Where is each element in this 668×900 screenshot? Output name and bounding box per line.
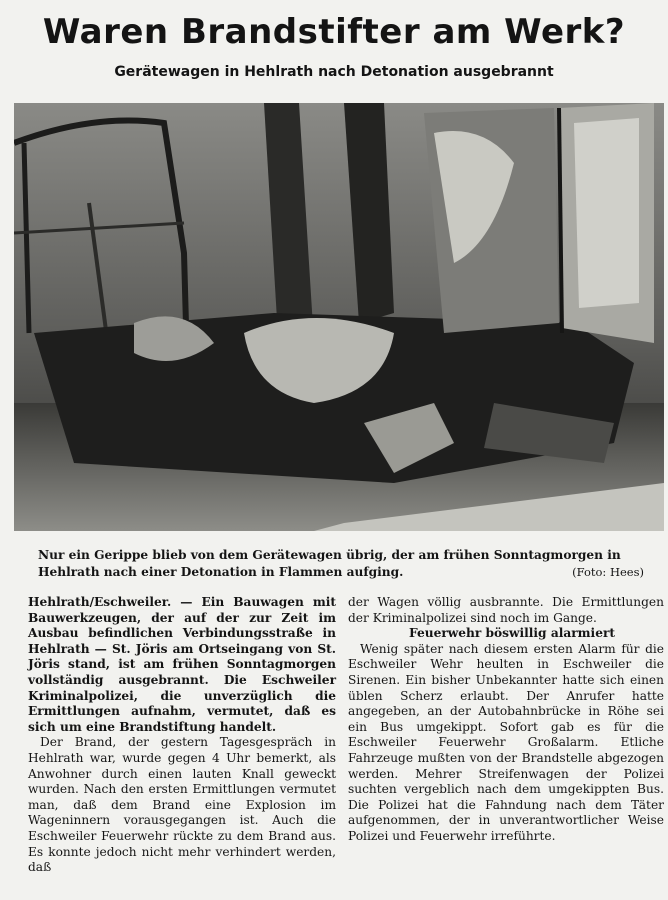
photo-credit: (Foto: Hees) [572, 565, 644, 579]
headline: Waren Brandstifter am Werk? [42, 12, 626, 52]
subheadline: Gerätewagen in Hehlrath nach Detonation ausgebrannt [114, 64, 554, 80]
article-column-right [348, 595, 664, 845]
body-paragraph-1: Der Brand, der gestern Tagesgespräch in Hehlrath war, wurde gegen 4 Uhr bemerkt, als Anwohner durch einen lauten Knall geweckt wurden. Nach den ersten Ermittlungen vermutet man, daß dem Brand eine Explosion im Wageninnern vorausgegangen ist. Auch die Eschweiler Feuerwehr rückte zu dem Brand aus. Es konnte jedoch nicht mehr verhindert werden, daß [28, 735, 336, 875]
photo-caption [38, 547, 644, 581]
lead-paragraph: Hehlrath/Eschweiler. — Ein Bauwagen mit Bauwerkzeugen, der auf der zur Zeit im Ausbau befindlichen Verbindungsstraße in Hehlrath — St. Jöris am Ortseingang von St. Jöris stand, ist am frühen Sonntagmorgen vollständig ausgebrannt. Die Eschweiler Kriminalpolizei, die unverzüglich die Ermittlungen aufnahm, vermutet, daß es sich um eine Brandstiftung handelt. [28, 595, 336, 734]
body-paragraph-1-continued: der Wagen völlig ausbrannte. Die Ermittlungen der Kriminalpolizei sind noch im Gange. [348, 595, 664, 625]
news-photo [14, 103, 664, 531]
section-title: Feuerwehr böswillig alarmiert [408, 626, 615, 641]
body-paragraph-2: Wenig später nach diesem ersten Alarm für die Eschweiler Wehr heulten in Eschweiler die Sirenen. Ein bisher Unbekannter hatte sich einen üblen Scherz erlaubt. Der Anrufer hatte angegeben, an der Autobahnbrücke in Röhe sei ein Bus umgekippt. Sofort gab es für die Eschweiler Feuerwehr Großalarm. Etliche Fahrzeuge mußten von der Brandstelle abgezogen werden. Mehrer Streifenwagen der Polizei suchten vergeblich nach dem umgekippten Bus. Die Polizei hat die Fahndung nach dem Täter aufgenommen, der in unverantwortlicher Weise Polizei und Feuerwehr irreführte. [348, 641, 664, 843]
caption-text: Nur ein Gerippe blieb von dem Gerätewagen übrig, der am frühen Sonntagmorgen in Hehlrath nach einer Detonation in Flammen aufging. [38, 548, 621, 579]
article-column-left [28, 595, 336, 876]
